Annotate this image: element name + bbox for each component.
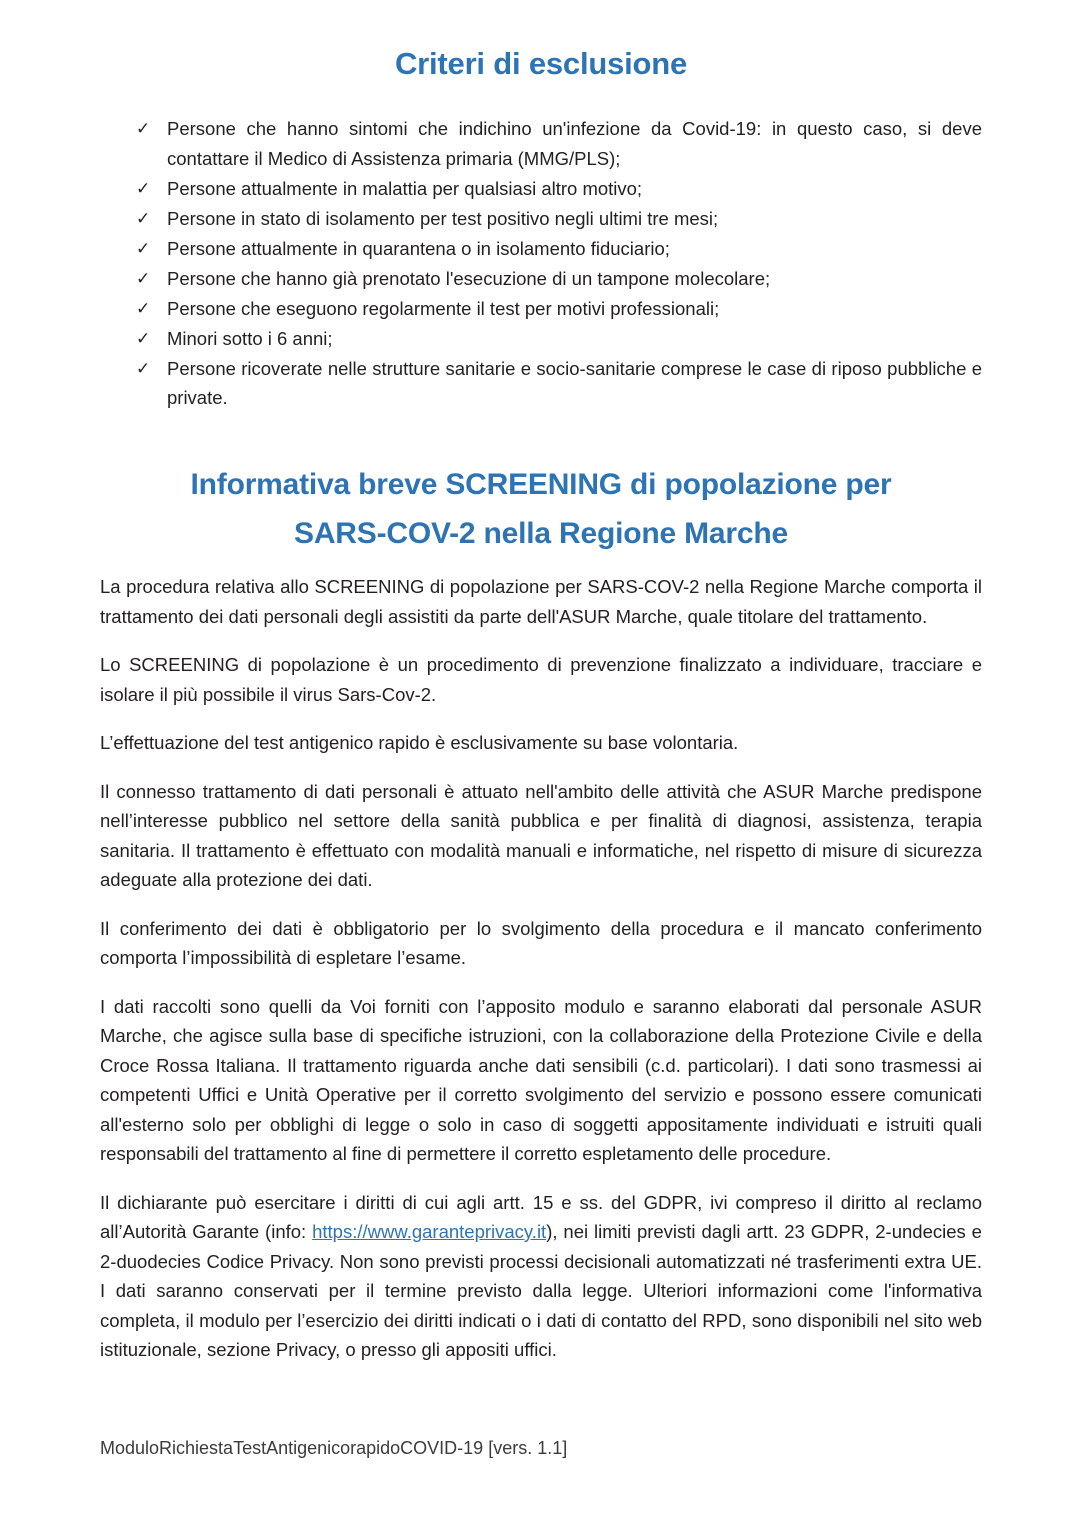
- check-mark-icon: ✓: [136, 178, 151, 198]
- check-mark-icon: ✓: [136, 119, 151, 138]
- check-mark-icon: ✓: [136, 238, 151, 258]
- page-title-informativa-line2: SARS-COV-2 nella Regione Marche: [294, 517, 788, 550]
- paragraph-procedura: La procedura relativa allo SCREENING di popolazione per SARS-COV-2 nella Regione Marche comporta il trattamento dei dati personali degli assistiti da parte dell'ASUR Marche, quale titolare del trattamento.: [100, 576, 982, 627]
- list-item: [100, 234, 982, 264]
- exclusion-criteria-list: [100, 114, 982, 413]
- informativa-body: [100, 572, 982, 1384]
- list-item-label: Minori sotto i 6 anni;: [167, 327, 333, 349]
- list-item: [100, 354, 982, 413]
- list-item-label: Persone che eseguono regolarmente il test per motivi professionali;: [167, 297, 720, 319]
- page-title-exclusion-criteria: Criteri di esclusione: [394, 46, 688, 81]
- paragraph-dati-raccolti: I dati raccolti sono quelli da Voi forniti con l’apposito modulo e saranno elaborati dal personale ASUR Marche, che agisce sulla base di specifiche istruzioni, con la collaborazione della Protezione Civile e della Croce Rossa Italiana. Il trattamento riguarda anche dati sensibili (c.d. particolari). I dati sono trasmessi ai competenti Uffici e Unità Operative per il corretto svolgimento del servizio e possono essere comunicati all'esterno solo per obblighi di legge o solo in caso di soggetti appositamente individuati e istruiti quali responsabili del trattamento al fine di permettere il corretto espletamento delle procedure.: [100, 995, 982, 1164]
- paragraph-screening-definizione: Lo SCREENING di popolazione è un procedimento di prevenzione finalizzato a individuare, tracciare e isolare il più possibile il virus Sars-Cov-2.: [100, 654, 982, 705]
- check-mark-icon: ✓: [136, 268, 151, 288]
- check-mark-icon: ✓: [136, 208, 151, 228]
- list-item-label: Persone attualmente in malattia per qualsiasi altro motivo;: [167, 177, 643, 199]
- list-item-label: Persone in stato di isolamento per test positivo negli ultimi tre mesi;: [167, 207, 719, 229]
- paragraph-trattamento-dati: Il connesso trattamento di dati personali è attuato nell'ambito delle attività che ASUR Marche predispone nell’interesse pubblico nel settore della sanità pubblica e per finalità di diagnosi, assistenza, terapia sanitaria. Il trattamento è effettuato con modalità manuali e informatiche, nel rispetto di misure di sicurezza adeguate alla protezione dei dati.: [100, 780, 982, 890]
- list-item-label: Persone ricoverate nelle strutture sanitarie e socio-sanitarie comprese le case di riposo pubbliche e private.: [167, 357, 982, 408]
- list-item: [100, 264, 982, 294]
- footer-document-reference: ModuloRichiestaTestAntigenicorapidoCOVID-19 [vers. 1.1]: [100, 1438, 568, 1458]
- list-item: [100, 174, 982, 204]
- check-mark-icon: ✓: [136, 298, 151, 318]
- list-item: [100, 294, 982, 324]
- check-mark-icon: ✓: [136, 328, 151, 348]
- list-item: [100, 204, 982, 234]
- list-item: [100, 114, 982, 173]
- list-item: [100, 324, 982, 354]
- rights-text-before-link: Il dichiarante può esercitare i diritti di cui agli artt. 15 e ss. del GDPR, ivi compreso il diritto al reclamo all’Autorità Garante (info:: [100, 1191, 982, 1242]
- check-mark-icon: ✓: [136, 358, 151, 378]
- rights-text-after-link: ), nei limiti previsti dagli artt. 23 GDPR, 2-undecies e 2-duodecies Codice Privacy. Non sono previsti processi decisionali automatizzati né trasferimenti extra UE. I dati saranno conservati per il termine previsto dalla legge. Ulteriori informazioni come l'informativa completa, il modulo per l’esercizio dei diritti indicati o i dati di contatto del RPD, sono disponibili nel sito web istituzionale, sezione Privacy, o presso gli appositi uffici.: [100, 1221, 982, 1360]
- page-title-informativa-line1: Informativa breve SCREENING di popolazione per: [190, 468, 892, 501]
- paragraph-conferimento-dati: Il conferimento dei dati è obbligatorio per lo svolgimento della procedura e il mancato conferimento comporta l’impossibilità di espletare l’esame.: [100, 917, 982, 968]
- paragraph-volontarieta: L’effettuazione del test antigenico rapido è esclusivamente su base volontaria.: [100, 732, 739, 753]
- list-item-label: Persone che hanno già prenotato l'esecuzione di un tampone molecolare;: [167, 267, 771, 289]
- list-item-label: Persone che hanno sintomi che indichino un'infezione da Covid-19: in questo caso, si deve contattare il Medico di Assistenza primaria (MMG/PLS);: [167, 118, 982, 169]
- paragraph-diritti-gdpr: [100, 1188, 982, 1365]
- page-title-informativa: [100, 460, 982, 558]
- list-item-label: Persone attualmente in quarantena o in isolamento fiduciario;: [167, 237, 670, 259]
- garante-privacy-link[interactable]: https://www.garanteprivacy.it: [312, 1221, 547, 1242]
